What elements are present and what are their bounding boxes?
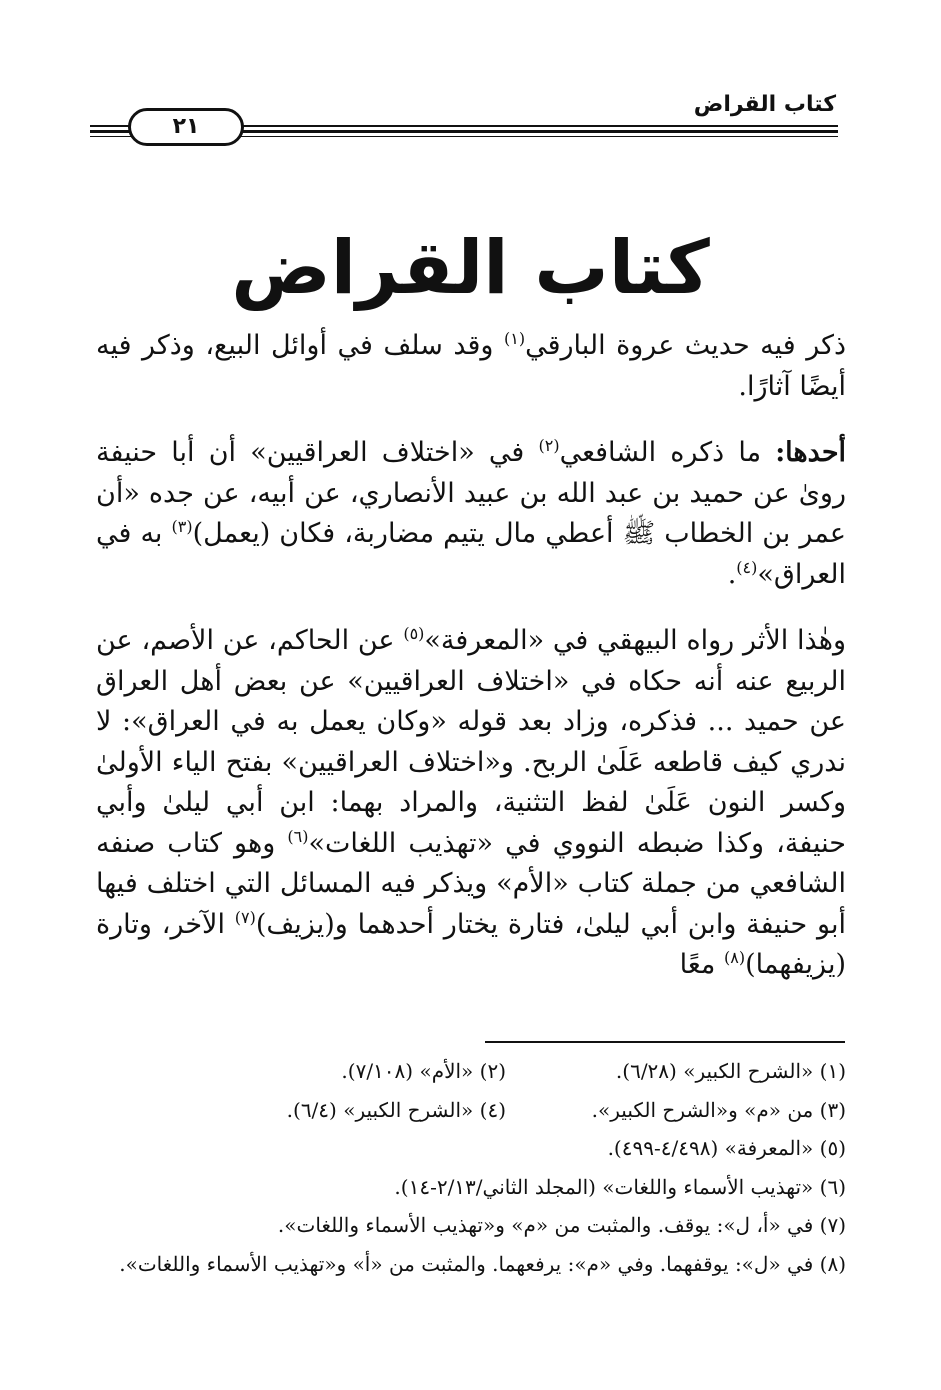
body-text	[96, 326, 846, 986]
chapter-title: كتاب القراض	[231, 225, 710, 311]
footnote-row	[96, 1052, 846, 1091]
paragraph-text: الآخر، وتارة (يزيفهما)	[96, 908, 846, 980]
paragraph-text: عن الحاكم، عن الأصم، عن الربيع عنه أنه حكاه في «اختلاف العراقيين» عن بعض أهل العراق عن حميد ... فذكره، وزاد بعد قوله «وكان يعمل به في العراق»: لا ندري كيف قاطعه عَلَىٰ الربح. و«اختلاف العراقيين» بفتح الياء الأولىٰ وكسر النون عَلَىٰ لفظ التثنية، والمراد بهما: ابن أبي ليلىٰ وأبي حنيفة، وكذا ضبطه النووي في «تهذيب اللغات»	[96, 625, 846, 859]
paragraph-text: وهو كتاب صنفه الشافعي من جملة كتاب «الأم» ويذكر فيه المسائل التي اختلف فيها أبو حنيفة وابن أبي ليلىٰ، فتارة يختار أحدهما و(يزيف)	[96, 827, 846, 940]
footnote-6: (٦) «تهذيب الأسماء واللغات» (المجلد الثاني/٢/١٣-١٤).	[394, 1174, 846, 1199]
footnote-ref: (٨)	[723, 948, 746, 967]
paragraph-text: ما ذكره الشافعي	[559, 437, 776, 468]
footnote-separator	[485, 1041, 845, 1043]
footnote-ref: (٢)	[538, 436, 560, 455]
paragraph-text: وهٰذا الأثر رواه البيهقي في «المعرفة»	[424, 625, 846, 656]
paragraph-text: وقد سلف في أوائل البيع، وذكر فيه أيضًا آثارًا.	[96, 330, 846, 402]
paragraph-3	[96, 621, 846, 986]
footnote-ref: (٤)	[736, 557, 758, 577]
footnotes	[96, 1052, 846, 1283]
paragraph-text: به في العراق»	[96, 518, 846, 590]
footnote-ref: (٧)	[234, 907, 256, 927]
page-number: ٢١	[128, 108, 244, 146]
paragraph-1	[96, 326, 846, 407]
running-title: كتاب القراض	[693, 92, 836, 117]
paragraph-text: .	[727, 558, 737, 590]
footnote-8: (٨) في «ل»: يوقفهما. وفي «م»: يرفعهما. والمثبت من «أ» و«تهذيب الأسماء واللغات».	[119, 1251, 846, 1276]
page-header	[90, 92, 838, 152]
paragraph-lead: أحدها:	[775, 437, 847, 468]
paragraph-2	[96, 433, 846, 595]
footnote-row	[96, 1091, 846, 1130]
footnote-ref: (٥)	[403, 624, 425, 643]
footnote-4: (٤) «الشرح الكبير» (٦/٤).	[286, 1097, 506, 1122]
paragraph-text: في «اختلاف العراقيين» أن أبا حنيفة روىٰ عن حميد بن عبد الله بن عبيد الأنصاري، عن أبيه، عن جده «أن عمر بن الخطاب ﷺ أعطي مال يتيم مضاربة، فكان (يعمل)	[96, 437, 846, 549]
footnote-ref: (٣)	[171, 517, 193, 536]
paragraph-text: ذكر فيه حديث عروة البارقي	[525, 330, 846, 361]
footnote-2: (٢) «الأم» (٧/١٠٨).	[341, 1059, 506, 1083]
footnote-ref: (١)	[503, 329, 526, 348]
paragraph-text: معًا	[679, 949, 724, 980]
footnote-3: (٣) من «م» و«الشرح الكبير».	[591, 1097, 846, 1122]
footnote-ref: (٦)	[287, 826, 309, 846]
footnote-5: (٥) «المعرفة» (٤/٤٩٨-٤٩٩).	[607, 1136, 846, 1160]
footnote-7: (٧) في «أ، ل»: يوقف. والمثبت من «م» و«تهذيب الأسماء واللغات».	[277, 1213, 846, 1237]
footnote-1: (١) «الشرح الكبير» (٦/٢٨).	[615, 1059, 846, 1083]
